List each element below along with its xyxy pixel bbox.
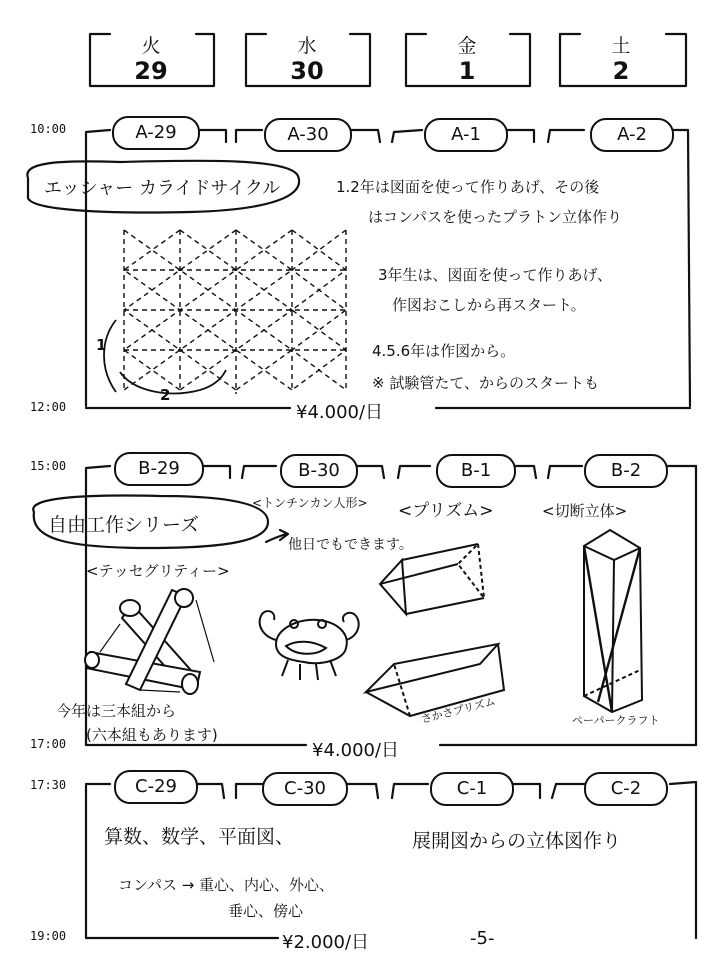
day-date: 2 [612,57,630,85]
course-title: 自由工作シリーズ [48,514,200,536]
day-frame [560,34,686,86]
course-note: 1.2年は図面を使って作りあげ、その後 [336,178,600,196]
course-note: コンパス → 重心、内心、外心、 [118,876,335,894]
time-label: 10:00 [30,122,67,136]
item-subtitle: <プリズム> [398,501,494,521]
course-code: A-2 [590,118,674,152]
time-label: 19:00 [30,929,67,943]
course-note: ※ 試験管たて、からのスタートも [372,374,600,392]
day-name: 火 [141,35,161,57]
price: ¥2.000/日 [282,932,370,953]
diagram-label: 1 [96,336,107,354]
price: ¥4.000/日 [296,402,384,423]
time-label: 17:30 [30,778,67,792]
course-topics: 展開図からの立体図作り [412,830,622,852]
day-date: 30 [290,57,324,85]
course-note: 今年は三本組から [56,702,177,720]
time-label: 15:00 [30,459,67,473]
course-code: C-29 [114,770,198,804]
cut-solid-drawing [584,530,642,712]
other-day-note: 他日でもできます。 [288,537,413,553]
course-code: A-1 [424,118,508,152]
drawing-label: さかさプリズム [419,694,497,727]
course-note: 作図おこしから再スタート。 [392,296,586,314]
course-note: 4.5.6年は作図から。 [372,342,516,360]
day-frame [406,34,530,86]
course-note: はコンパスを使ったプラトン立体作り [368,208,622,226]
prism-drawing [380,544,484,614]
diagram-label: 2 [160,386,171,404]
day-date: 1 [458,57,476,85]
course-title: エッシャー カライドサイクル [44,178,281,199]
arrow-icon [266,530,288,542]
course-note: 垂心、傍心 [228,902,304,920]
course-code: B-30 [280,454,358,488]
day-name: 土 [611,35,631,57]
day-name: 水 [297,35,317,57]
course-code: B-2 [584,454,668,488]
course-code: C-1 [430,772,514,806]
price: ¥4.000/日 [312,740,400,761]
course-code: C-30 [262,772,348,806]
course-code: C-2 [584,772,668,806]
day-frame [90,34,214,86]
time-label: 12:00 [30,400,67,414]
time-label: 17:00 [30,737,67,751]
course-code: B-29 [114,452,204,486]
kaleidocycle-net [124,230,346,394]
tensegrity-drawing [85,589,214,694]
day-name: 金 [457,35,477,57]
doll-drawing [260,611,359,680]
page-number: -5- [470,928,495,949]
course-code: A-29 [112,116,200,150]
course-note: (六本組もあります) [86,726,218,744]
day-date: 29 [134,57,168,85]
day-frame [246,34,370,86]
item-subtitle: <トンチンカン人形> [252,496,368,510]
item-subtitle: <切断立体> [542,502,628,520]
course-topics: 算数、数学、平面図、 [104,826,295,848]
item-subtitle: <テッセグリティー> [86,562,230,580]
course-code: A-30 [264,118,352,152]
course-code: B-1 [436,454,516,488]
course-note: 3年生は、図面を使って作りあげ、 [378,266,612,284]
drawing-label: ペーパークラフト [572,714,660,727]
